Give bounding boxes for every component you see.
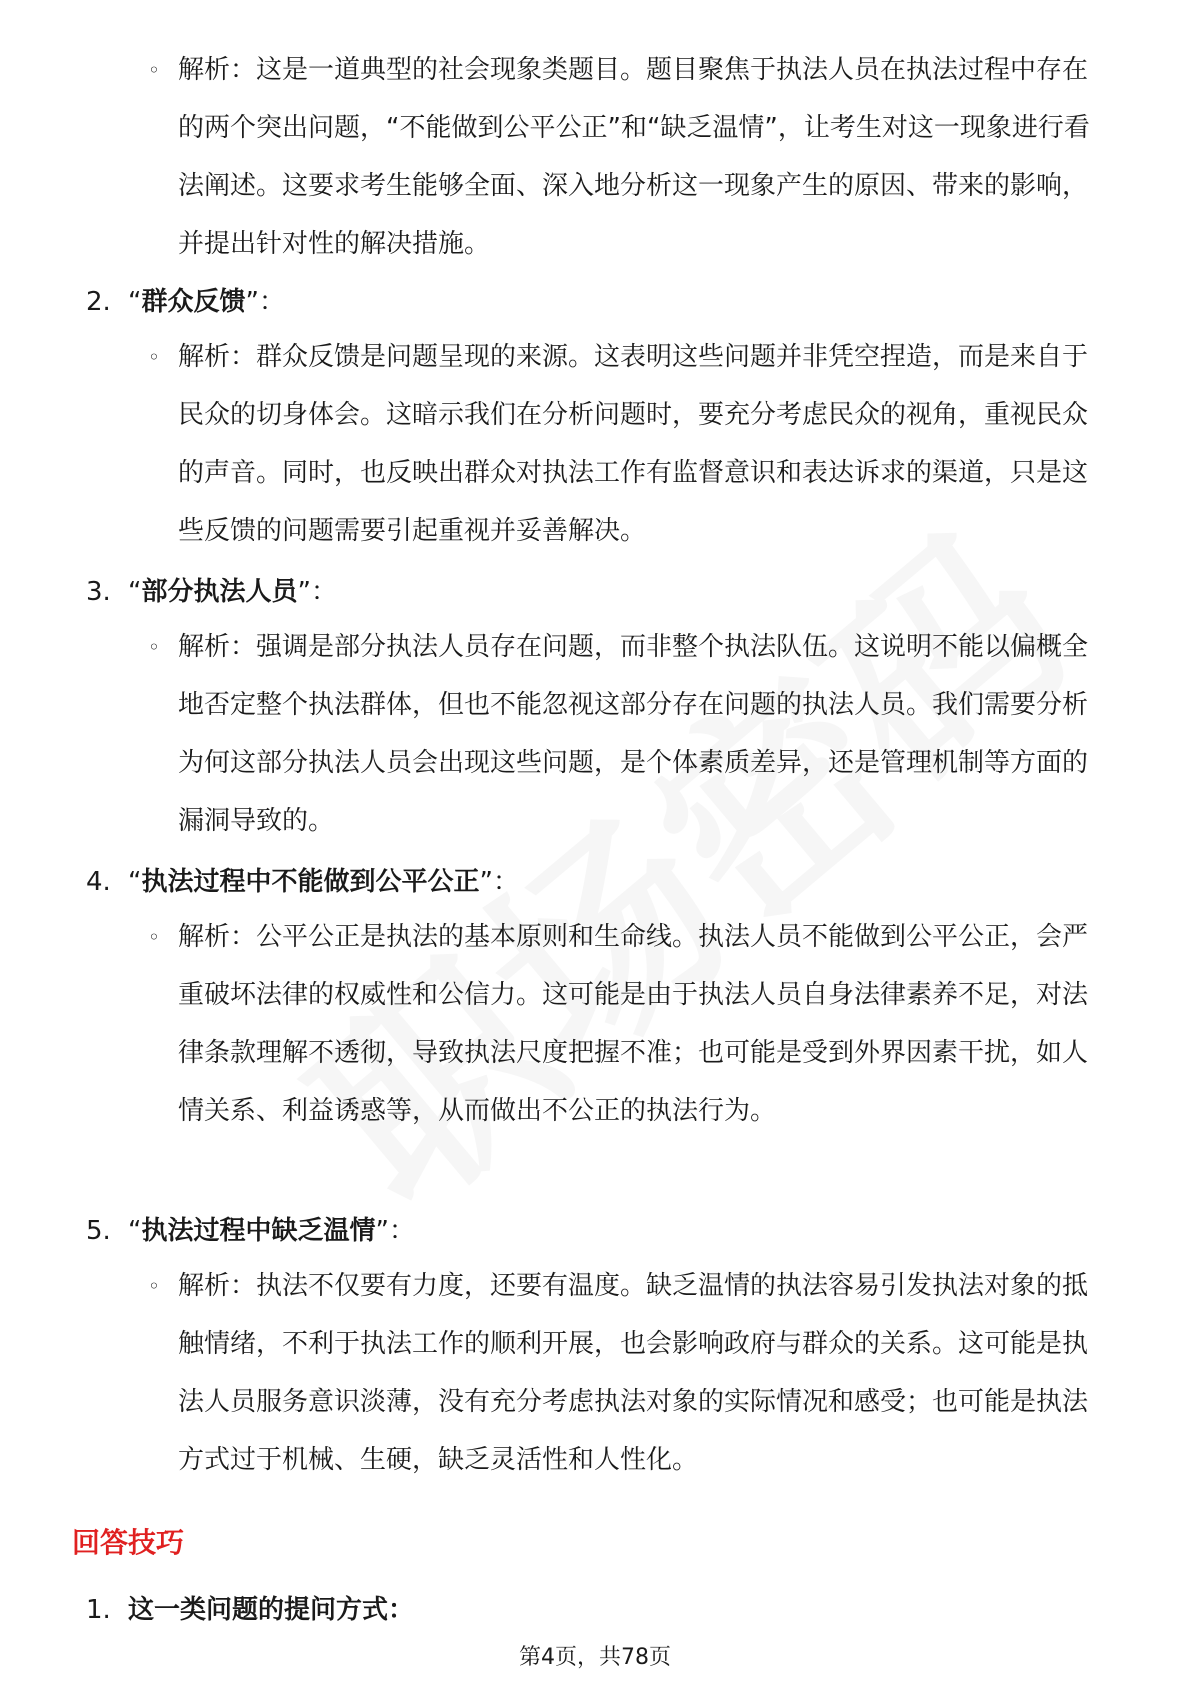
analysis-paragraph-5 [148, 1257, 1113, 1489]
hollow-bullet-icon: ◦ [148, 58, 160, 82]
hollow-bullet-icon: ◦ [148, 635, 160, 659]
list-item-2: 2. “群众反馈”： [86, 287, 285, 317]
list-term: 部分执法人员 [141, 577, 298, 607]
list-term: 群众反馈 [141, 287, 246, 317]
analysis-paragraph-3 [148, 618, 1113, 850]
list-term: 执法过程中不能做到公平公正 [141, 867, 480, 897]
hollow-bullet-icon: ◦ [148, 925, 160, 949]
list-number: 1. [86, 1595, 111, 1625]
analysis-text: 解析：公平公正是执法的基本原则和生命线。执法人员不能做到公平公正，会严重破坏法律的权威性和公信力。这可能是由于执法人员自身法律素养不足，对法律条款理解不透彻，导致执法尺度把握不准；也可能是受到外界因素干扰，如人情关系、利益诱惑等，从而做出不公正的执法行为。 [178, 922, 1089, 1126]
analysis-paragraph-4 [148, 908, 1113, 1140]
list-item-4: 4. “执法过程中不能做到公平公正”： [86, 867, 519, 897]
list-item-5: 5. “执法过程中缺乏温情”： [86, 1216, 415, 1246]
page-footer: 第4页，共78页 [519, 1645, 671, 1670]
hollow-bullet-icon: ◦ [148, 1274, 160, 1298]
watermark [241, 454, 1118, 1262]
analysis-text: 解析：强调是部分执法人员存在问题，而非整个执法队伍。这说明不能以偏概全地否定整个执法群体，但也不能忽视这部分存在问题的执法人员。我们需要分析为何这部分执法人员会出现这些问题，是个体素质差异，还是管理机制等方面的漏洞导致的。 [178, 632, 1089, 836]
list-number: 3. [86, 577, 111, 607]
list-number: 2. [86, 287, 111, 317]
list-term: 执法过程中缺乏温情 [141, 1216, 376, 1246]
hollow-bullet-icon: ◦ [148, 345, 160, 369]
analysis-text: 解析：执法不仅要有力度，还要有温度。缺乏温情的执法容易引发执法对象的抵触情绪，不利于执法工作的顺利开展，也会影响政府与群众的关系。这可能是执法人员服务意识淡薄，没有充分考虑执法对象的实际情况和感受；也可能是执法方式过于机械、生硬，缺乏灵活性和人性化。 [178, 1271, 1089, 1475]
analysis-text: 解析：这是一道典型的社会现象类题目。题目聚焦于执法人员在执法过程中存在的两个突出问题，“不能做到公平公正”和“缺乏温情”，让考生对这一现象进行看法阐述。这要求考生能够全面、深入地分析这一现象产生的原因、带来的影响，并提出针对性的解决措施。 [178, 55, 1090, 259]
analysis-paragraph-2 [148, 328, 1113, 560]
tip-text: 这一类问题的提问方式： [128, 1595, 415, 1625]
list-item-3: 3. “部分执法人员”： [86, 577, 337, 607]
analysis-text: 解析：群众反馈是问题呈现的来源。这表明这些问题并非凭空捏造，而是来自于民众的切身体会。这暗示我们在分析问题时，要充分考虑民众的视角，重视民众的声音。同时，也反映出群众对执法工作有监督意识和表达诉求的渠道，只是这些反馈的问题需要引起重视并妥善解决。 [178, 342, 1089, 546]
list-number: 4. [86, 867, 111, 897]
analysis-paragraph-1 [148, 41, 1113, 273]
tip-item-1 [86, 1594, 414, 1626]
section-title: 回答技巧 [72, 1526, 185, 1559]
list-number: 5. [86, 1216, 111, 1246]
